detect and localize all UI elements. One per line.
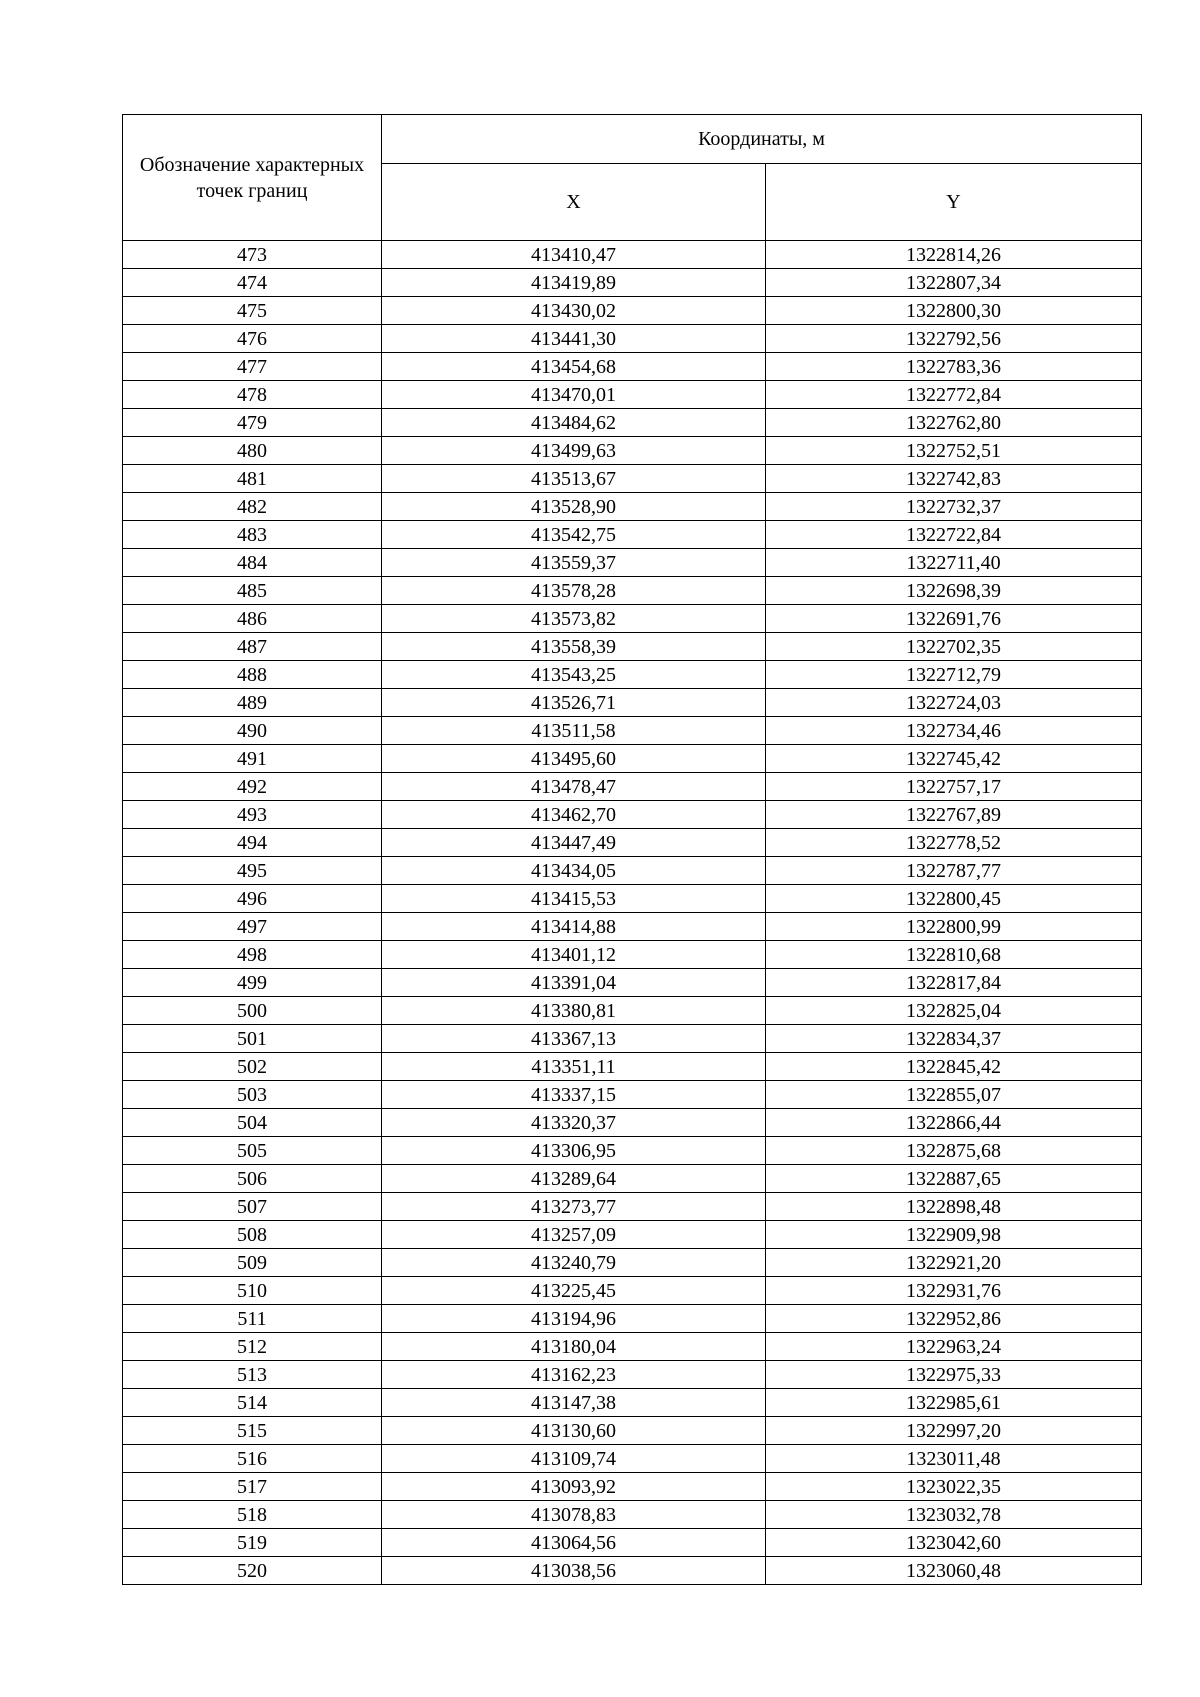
table-row (123, 493, 1142, 521)
table-row (123, 1557, 1142, 1585)
x-cell: 413578,28 (382, 577, 766, 605)
table-row (123, 1529, 1142, 1557)
point-cell: 500 (123, 997, 382, 1025)
x-cell: 413441,30 (382, 325, 766, 353)
point-cell: 490 (123, 717, 382, 745)
y-cell: 1322722,84 (766, 521, 1142, 549)
table-row (123, 829, 1142, 857)
y-cell: 1322752,51 (766, 437, 1142, 465)
y-cell: 1322742,83 (766, 465, 1142, 493)
x-cell: 413447,49 (382, 829, 766, 857)
y-cell: 1323060,48 (766, 1557, 1142, 1585)
x-cell: 413147,38 (382, 1389, 766, 1417)
table-row (123, 1109, 1142, 1137)
point-cell: 480 (123, 437, 382, 465)
point-cell: 505 (123, 1137, 382, 1165)
y-cell: 1322855,07 (766, 1081, 1142, 1109)
x-cell: 413513,67 (382, 465, 766, 493)
y-cell: 1322825,04 (766, 997, 1142, 1025)
table-row (123, 381, 1142, 409)
y-cell: 1322732,37 (766, 493, 1142, 521)
y-cell: 1322810,68 (766, 941, 1142, 969)
y-cell: 1322757,17 (766, 773, 1142, 801)
point-cell: 517 (123, 1473, 382, 1501)
header-row-top (123, 115, 1142, 164)
x-cell: 413419,89 (382, 269, 766, 297)
y-cell: 1322724,03 (766, 689, 1142, 717)
y-cell: 1322834,37 (766, 1025, 1142, 1053)
x-cell: 413528,90 (382, 493, 766, 521)
point-cell: 520 (123, 1557, 382, 1585)
x-cell: 413391,04 (382, 969, 766, 997)
table-row (123, 325, 1142, 353)
y-cell: 1322702,35 (766, 633, 1142, 661)
x-cell: 413064,56 (382, 1529, 766, 1557)
point-cell: 479 (123, 409, 382, 437)
x-cell: 413484,62 (382, 409, 766, 437)
x-cell: 413194,96 (382, 1305, 766, 1333)
y-cell: 1322792,56 (766, 325, 1142, 353)
table-row (123, 521, 1142, 549)
point-cell: 497 (123, 913, 382, 941)
table-row (123, 1501, 1142, 1529)
point-cell: 477 (123, 353, 382, 381)
point-cell: 486 (123, 605, 382, 633)
y-cell: 1323011,48 (766, 1445, 1142, 1473)
table-row (123, 1333, 1142, 1361)
point-cell: 498 (123, 941, 382, 969)
table-row (123, 941, 1142, 969)
point-cell: 499 (123, 969, 382, 997)
table-row (123, 1417, 1142, 1445)
point-cell: 513 (123, 1361, 382, 1389)
table-row (123, 353, 1142, 381)
table-row (123, 465, 1142, 493)
table-row (123, 549, 1142, 577)
table-row (123, 857, 1142, 885)
table-row (123, 1193, 1142, 1221)
point-cell: 491 (123, 745, 382, 773)
table-row (123, 437, 1142, 465)
point-cell: 481 (123, 465, 382, 493)
x-cell: 413526,71 (382, 689, 766, 717)
point-cell: 488 (123, 661, 382, 689)
table-row (123, 1277, 1142, 1305)
y-cell: 1322952,86 (766, 1305, 1142, 1333)
table-row (123, 1221, 1142, 1249)
x-cell: 413306,95 (382, 1137, 766, 1165)
point-cell: 507 (123, 1193, 382, 1221)
x-cell: 413499,63 (382, 437, 766, 465)
x-cell: 413130,60 (382, 1417, 766, 1445)
table-row (123, 913, 1142, 941)
y-cell: 1322767,89 (766, 801, 1142, 829)
y-cell: 1322817,84 (766, 969, 1142, 997)
x-cell: 413495,60 (382, 745, 766, 773)
table-row (123, 1025, 1142, 1053)
point-cell: 484 (123, 549, 382, 577)
point-cell: 518 (123, 1501, 382, 1529)
table-row (123, 969, 1142, 997)
table-row (123, 885, 1142, 913)
point-cell: 516 (123, 1445, 382, 1473)
x-cell: 413240,79 (382, 1249, 766, 1277)
x-cell: 413434,05 (382, 857, 766, 885)
point-cell: 478 (123, 381, 382, 409)
point-cell: 509 (123, 1249, 382, 1277)
point-cell: 475 (123, 297, 382, 325)
y-cell: 1322762,80 (766, 409, 1142, 437)
y-cell: 1322845,42 (766, 1053, 1142, 1081)
y-cell: 1322712,79 (766, 661, 1142, 689)
y-cell: 1322866,44 (766, 1109, 1142, 1137)
y-cell: 1322778,52 (766, 829, 1142, 857)
y-cell: 1322963,24 (766, 1333, 1142, 1361)
point-cell: 502 (123, 1053, 382, 1081)
x-cell: 413257,09 (382, 1221, 766, 1249)
point-cell: 506 (123, 1165, 382, 1193)
table-row (123, 633, 1142, 661)
y-cell: 1322787,77 (766, 857, 1142, 885)
y-cell: 1322711,40 (766, 549, 1142, 577)
table-row (123, 1445, 1142, 1473)
y-cell: 1323032,78 (766, 1501, 1142, 1529)
x-cell: 413478,47 (382, 773, 766, 801)
table-row (123, 773, 1142, 801)
point-cell: 494 (123, 829, 382, 857)
y-cell: 1322975,33 (766, 1361, 1142, 1389)
table-row (123, 717, 1142, 745)
point-cell: 489 (123, 689, 382, 717)
y-cell: 1323042,60 (766, 1529, 1142, 1557)
y-cell: 1322909,98 (766, 1221, 1142, 1249)
table-row (123, 661, 1142, 689)
table-header (123, 115, 1142, 241)
point-cell: 483 (123, 521, 382, 549)
x-cell: 413351,11 (382, 1053, 766, 1081)
table-row (123, 1053, 1142, 1081)
x-cell: 413430,02 (382, 297, 766, 325)
table-row (123, 297, 1142, 325)
table-row (123, 1081, 1142, 1109)
y-cell: 1322985,61 (766, 1389, 1142, 1417)
table-body (123, 241, 1142, 1585)
x-cell: 413225,45 (382, 1277, 766, 1305)
point-cell: 508 (123, 1221, 382, 1249)
point-cell: 496 (123, 885, 382, 913)
coordinates-table (122, 114, 1142, 1585)
y-cell: 1322814,26 (766, 241, 1142, 269)
x-cell: 413109,74 (382, 1445, 766, 1473)
x-cell: 413289,64 (382, 1165, 766, 1193)
y-cell: 1323022,35 (766, 1473, 1142, 1501)
x-cell: 413367,13 (382, 1025, 766, 1053)
coordinates-header: Координаты, м (382, 115, 1142, 164)
y-cell: 1322931,76 (766, 1277, 1142, 1305)
point-cell: 519 (123, 1529, 382, 1557)
table-row (123, 409, 1142, 437)
y-cell: 1322772,84 (766, 381, 1142, 409)
y-cell: 1322921,20 (766, 1249, 1142, 1277)
point-cell: 474 (123, 269, 382, 297)
table-row (123, 269, 1142, 297)
x-cell: 413410,47 (382, 241, 766, 269)
x-cell: 413273,77 (382, 1193, 766, 1221)
table-row (123, 577, 1142, 605)
point-cell: 501 (123, 1025, 382, 1053)
x-cell: 413415,53 (382, 885, 766, 913)
table-row (123, 1473, 1142, 1501)
y-cell: 1322807,34 (766, 269, 1142, 297)
table-row (123, 1389, 1142, 1417)
table-row (123, 1361, 1142, 1389)
point-cell: 514 (123, 1389, 382, 1417)
x-cell: 413162,23 (382, 1361, 766, 1389)
x-cell: 413093,92 (382, 1473, 766, 1501)
x-cell: 413558,39 (382, 633, 766, 661)
y-cell: 1322745,42 (766, 745, 1142, 773)
table-row (123, 1165, 1142, 1193)
y-cell: 1322898,48 (766, 1193, 1142, 1221)
x-cell: 413038,56 (382, 1557, 766, 1585)
point-cell: 482 (123, 493, 382, 521)
table-row (123, 997, 1142, 1025)
y-cell: 1322997,20 (766, 1417, 1142, 1445)
x-cell: 413462,70 (382, 801, 766, 829)
point-cell: 487 (123, 633, 382, 661)
point-cell: 495 (123, 857, 382, 885)
x-cell: 413543,25 (382, 661, 766, 689)
point-cell: 503 (123, 1081, 382, 1109)
point-cell: 485 (123, 577, 382, 605)
table-row (123, 1137, 1142, 1165)
x-cell: 413454,68 (382, 353, 766, 381)
x-cell: 413380,81 (382, 997, 766, 1025)
x-cell: 413401,12 (382, 941, 766, 969)
table-row (123, 1305, 1142, 1333)
x-cell: 413180,04 (382, 1333, 766, 1361)
point-header: Обозначение характерных точек границ (123, 115, 382, 241)
y-cell: 1322887,65 (766, 1165, 1142, 1193)
y-cell: 1322875,68 (766, 1137, 1142, 1165)
point-cell: 510 (123, 1277, 382, 1305)
y-cell: 1322691,76 (766, 605, 1142, 633)
point-cell: 476 (123, 325, 382, 353)
table-row (123, 1249, 1142, 1277)
point-cell: 473 (123, 241, 382, 269)
x-cell: 413320,37 (382, 1109, 766, 1137)
x-cell: 413337,15 (382, 1081, 766, 1109)
x-cell: 413511,58 (382, 717, 766, 745)
table-row (123, 605, 1142, 633)
x-cell: 413078,83 (382, 1501, 766, 1529)
point-cell: 511 (123, 1305, 382, 1333)
point-cell: 504 (123, 1109, 382, 1137)
x-cell: 413542,75 (382, 521, 766, 549)
y-header: Y (766, 164, 1142, 241)
y-cell: 1322800,30 (766, 297, 1142, 325)
point-cell: 493 (123, 801, 382, 829)
x-cell: 413573,82 (382, 605, 766, 633)
y-cell: 1322800,45 (766, 885, 1142, 913)
x-cell: 413414,88 (382, 913, 766, 941)
table-row (123, 689, 1142, 717)
table-row (123, 801, 1142, 829)
table-row (123, 745, 1142, 773)
y-cell: 1322800,99 (766, 913, 1142, 941)
point-cell: 512 (123, 1333, 382, 1361)
y-cell: 1322734,46 (766, 717, 1142, 745)
point-cell: 492 (123, 773, 382, 801)
table-row (123, 241, 1142, 269)
point-cell: 515 (123, 1417, 382, 1445)
y-cell: 1322698,39 (766, 577, 1142, 605)
x-cell: 413559,37 (382, 549, 766, 577)
x-cell: 413470,01 (382, 381, 766, 409)
x-header: X (382, 164, 766, 241)
y-cell: 1322783,36 (766, 353, 1142, 381)
